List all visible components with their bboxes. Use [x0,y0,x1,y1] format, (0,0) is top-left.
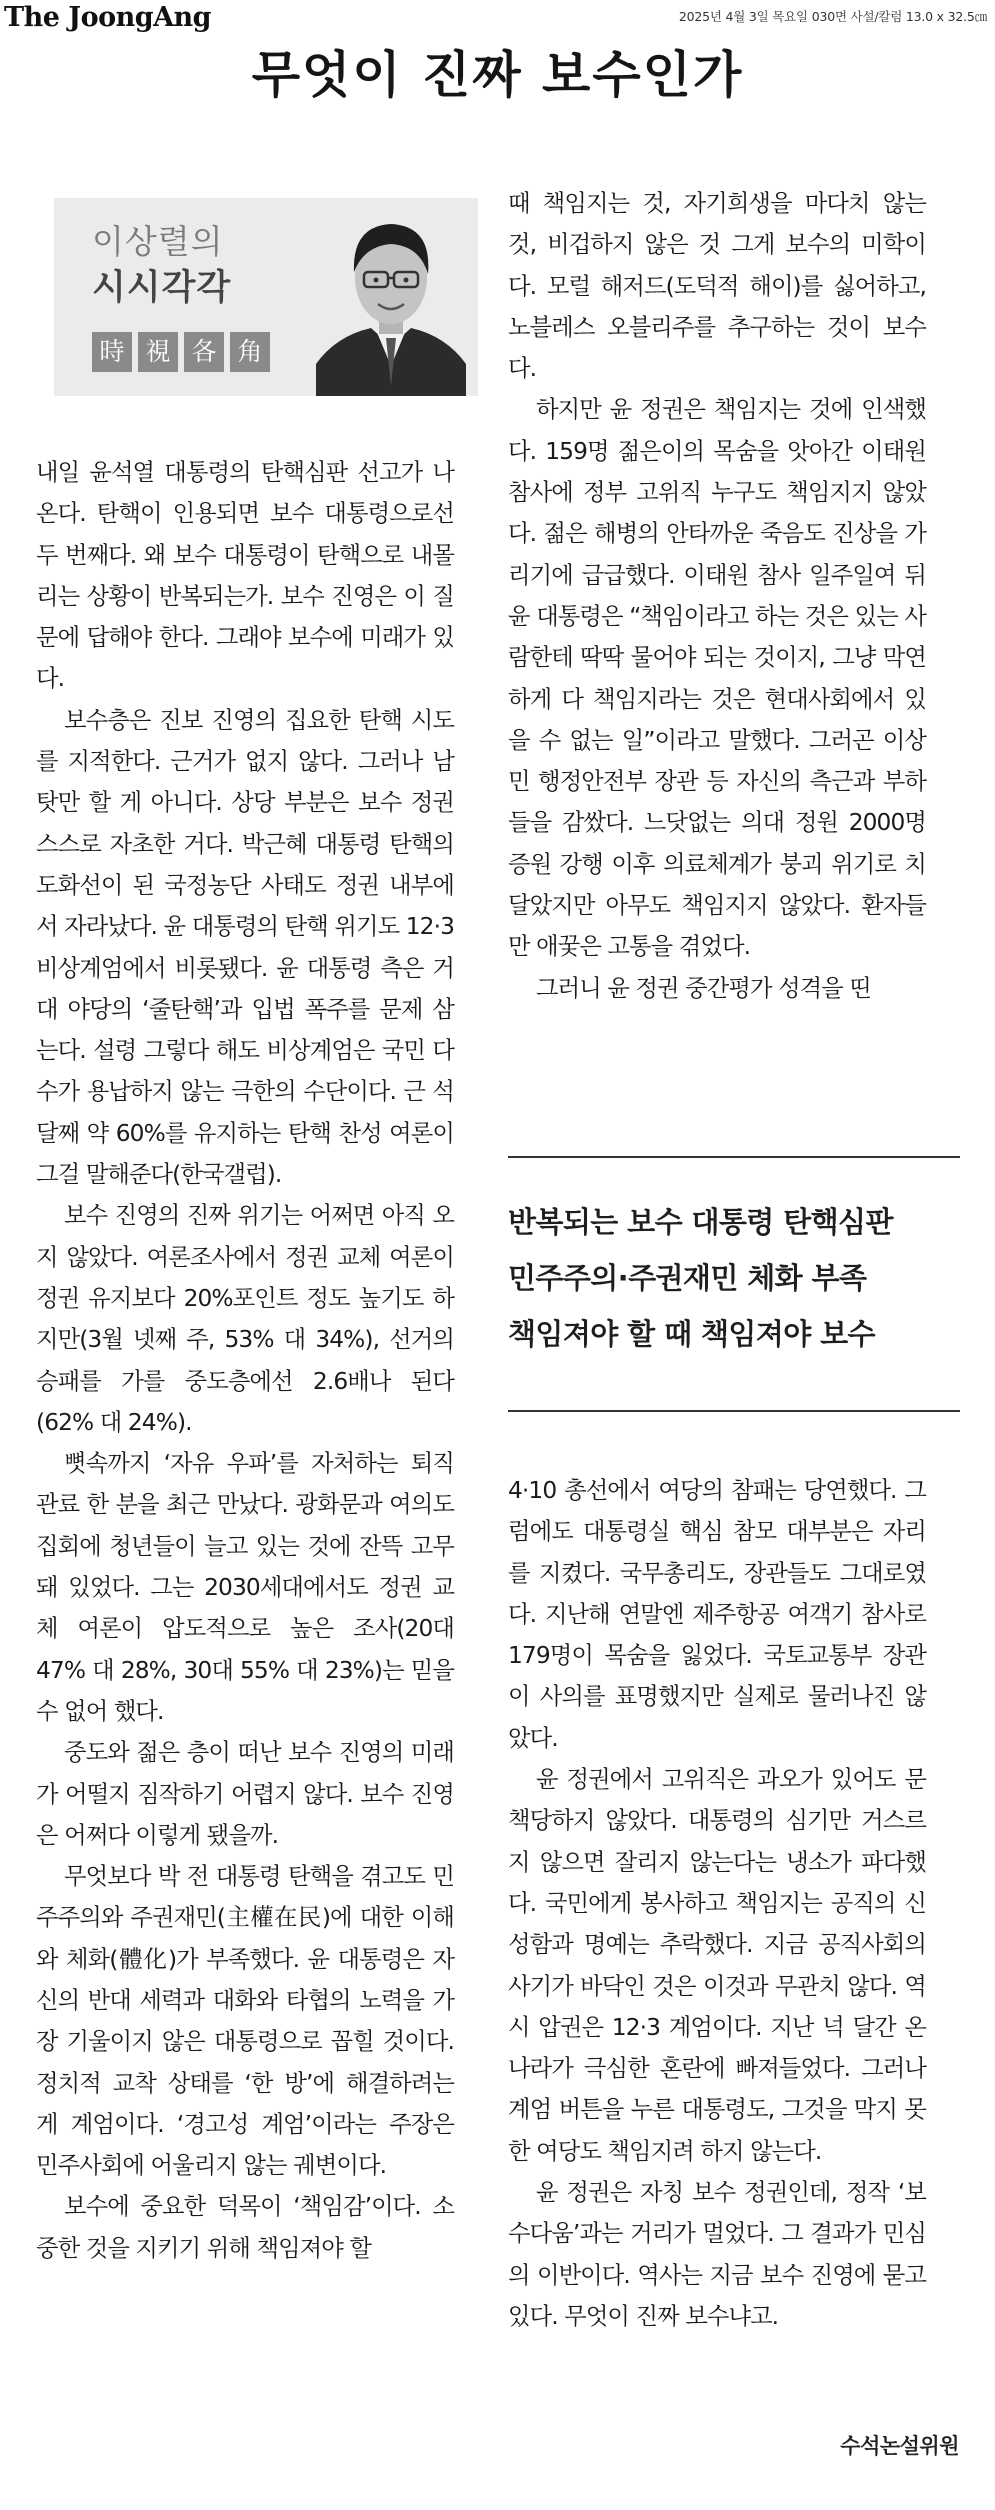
article-paragraph: 하지만 윤 정권은 책임지는 것에 인색했다. 159명 젊은이의 목숨을 앗아간 이태원 참사에 정부 고위직 누구도 책임지지 않았다. 젊은 해병의 안타까운 죽음도 진상을 가리기에 급급했다. 이태원 참사 일주일여 뒤 윤 대통령은 “책임이라고 하는 것은 있는 사람한테 딱딱 물어야 되는 것이지, 그냥 막연하게 다 책임지라는 것은 현대사회에서 있을 수 없는 일”이라고 말했다. 그러곤 이상민 행정안전부 장관 등 자신의 측근과 부하들을 감쌌다. 느닷없는 의대 정원 2000명 증원 강행 이후 의료체계가 붕괴 위기로 치달았지만 아무도 책임지지 않았다. 환자들만 애꿎은 고통을 겪었다. [508,396,926,961]
article-paragraph: 뼛속까지 ‘자유 우파’를 자처하는 퇴직 관료 한 분을 최근 만났다. 광화문과 여의도 집회에 청년들이 늘고 있는 것에 잔뜩 고무돼 있었다. 그는 2030세대에서도 정권 교체 여론이 압도적으로 높은 조사(20대 47% 대 28%, 30대 55% 대 23%)는 믿을 수 없어 했다. [36,1450,454,1725]
hanja-char: 視 [138,332,178,372]
dateline: 2025년 4월 3일 목요일 030면 사설/칼럼 13.0 x 32.5㎝ [678,9,987,24]
hanja-char: 各 [184,332,224,372]
column-title: 시시각각 [92,268,232,308]
newspaper-logo: The JoongAng [4,2,212,33]
article-paragraph: 윤 정권은 자칭 보수 정권인데, 정작 ‘보수다움’과는 거리가 멀었다. 그 결과가 민심의 이반이다. 역사는 지금 보수 진영에 묻고 있다. 무엇이 진짜 보수냐고. [508,2179,926,2330]
hanja-char: 時 [92,332,132,372]
hanja-char: 角 [230,332,270,372]
summary-line: 책임져야 할 때 책임져야 보수 [508,1317,875,1351]
article-paragraph: 내일 윤석열 대통령의 탄핵심판 선고가 나온다. 탄핵이 인용되면 보수 대통령으로선 두 번째다. 왜 보수 대통령이 탄핵으로 내몰리는 상황이 반복되는가. 보수 진영은 이 질문에 답해야 한다. 그래야 보수에 미래가 있다. [36,459,454,693]
article-paragraph: 보수 진영의 진짜 위기는 어쩌면 아직 오지 않았다. 여론조사에서 정권 교체 여론이 정권 유지보다 20%포인트 정도 높기도 하지만(3월 넷째 주, 53% 대 34%), 선거의 승패를 가를 중도층에선 2.6배나 된다(62% 대 24%). [36,1202,454,1436]
column-header-box [54,198,478,396]
article-paragraph: 중도와 젊은 층이 떠난 보수 진영의 미래가 어떨지 짐작하기 어렵지 않다. 보수 진영은 어쩌다 이렇게 됐을까. [36,1739,454,1849]
summary-box [508,1194,960,1362]
masthead [0,0,995,40]
headline: 무엇이 진짜 보수인가 [251,46,744,104]
summary-line: 반복되는 보수 대통령 탄핵심판 [508,1205,893,1239]
article-column-left [36,452,454,2269]
hanja-row [92,332,270,372]
article-paragraph: 무엇보다 박 전 대통령 탄핵을 겪고도 민주주의와 주권재민(主權在民)에 대한 이해와 체화(體化)가 부족했다. 윤 대통령은 자신의 반대 세력과 대화와 타협의 노력을 가장 기울이지 않은 대통령으로 꼽힐 것이다. 정치적 교착 상태를 ‘한 방’에 해결하려는 게 계엄이다. ‘경고성 계엄’이라는 주장은 민주사회에 어울리지 않는 궤변이다. [36,1863,454,2180]
article-paragraph: 보수층은 진보 진영의 집요한 탄핵 시도를 지적한다. 근거가 없지 않다. 그러나 남 탓만 할 게 아니다. 상당 부분은 보수 정권 스스로 자초한 거다. 박근혜 대통령 탄핵의 도화선이 된 국정농단 사태도 정권 내부에서 자라났다. 윤 대통령의 탄핵 위기도 12·3 비상계엄에서 비롯됐다. 윤 대통령 측은 거대 야당의 ‘줄탄핵’과 입법 폭주를 문제 삼는다. 설령 그렇다 해도 비상계엄은 국민 다수가 용납하지 않는 극한의 수단이다. 근 석 달째 약 60%를 유지하는 탄핵 찬성 여론이 그걸 말해준다(한국갤럽). [36,706,454,1189]
summary-top-rule [508,1156,960,1158]
column-author-name: 이상렬의 [92,222,224,261]
summary-bottom-rule [508,1410,960,1412]
article-paragraph: 4·10 총선에서 여당의 참패는 당연했다. 그럼에도 대통령실 핵심 참모 대부분은 자리를 지켰다. 국무총리도, 장관들도 그대로였다. 지난해 연말엔 제주항공 여객기 참사로 179명이 목숨을 잃었다. 국토교통부 장관이 사의를 표명했지만 실제로 물러나진 않았다. [508,1477,926,1752]
article-column-right-top [508,183,926,1009]
author-portrait [316,198,466,396]
summary-line: 민주주의·주권재민 체화 부족 [508,1261,867,1295]
byline: 수석논설위원 [840,2434,959,2458]
article-paragraph: 그러니 윤 정권 중간평가 성격을 띤 [536,974,871,1002]
article-column-right-bottom [508,1470,926,2337]
article-paragraph: 윤 정권에서 고위직은 과오가 있어도 문책당하지 않았다. 대통령의 심기만 거스르지 않으면 잘리지 않는다는 냉소가 파다했다. 국민에게 봉사하고 책임지는 공직의 신성함과 명예는 추락했다. 지금 공직사회의 사기가 바닥인 것은 이것과 무관치 않다. 역시 압권은 12·3 계엄이다. 지난 넉 달간 온 나라가 극심한 혼란에 빠져들었다. 그러나 계엄 버튼을 누른 대통령도, 그것을 막지 못한 여당도 책임지려 하지 않는다. [508,1766,926,2165]
article-paragraph: 때 책임지는 것, 자기희생을 마다치 않는 것, 비겁하지 않은 것 그게 보수의 미학이다. 모럴 해저드(도덕적 해이)를 싫어하고, 노블레스 오블리주를 추구하는 것이 보수다. [508,190,926,383]
article-paragraph: 보수에 중요한 덕목이 ‘책임감’이다. 소중한 것을 지키기 위해 책임져야 할 [36,2193,454,2262]
